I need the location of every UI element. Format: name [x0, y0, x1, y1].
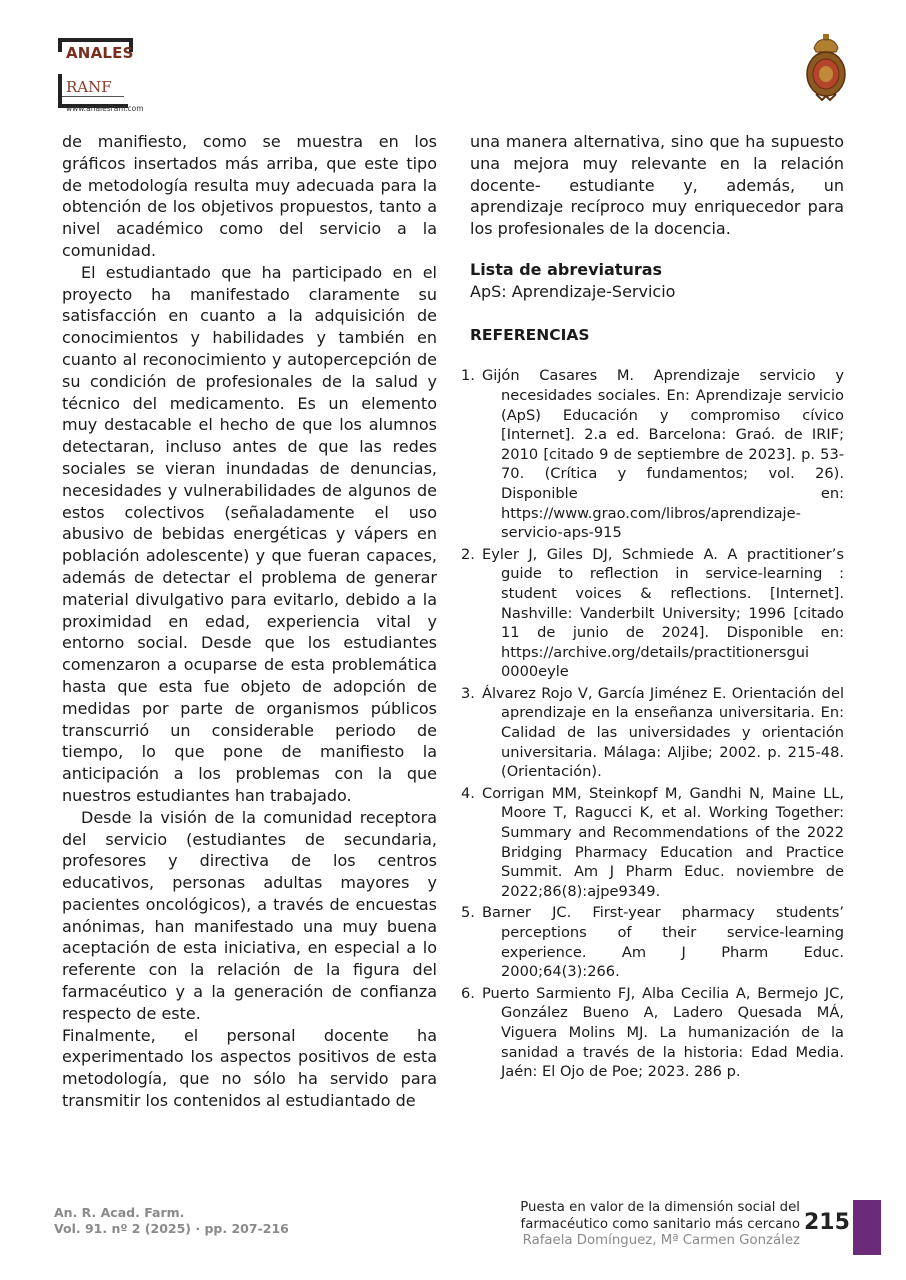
running-title — [500, 1200, 800, 1250]
logo-ranf-text: RANF — [66, 78, 112, 96]
reference-number: 1. — [461, 367, 475, 385]
paragraph: de manifiesto, como se muestra en los gráficos insertados más arriba, que este tipo de metodología resulta muy adecuada para la obtención de los objetivos propuestos, tanto a nivel académico como del servicio a la comunidad. — [62, 132, 437, 260]
reference-item — [461, 366, 844, 542]
running-title-line1: Puesta en valor de la dimensión social del — [520, 1200, 800, 1215]
right-column — [461, 131, 844, 1084]
reference-number: 6. — [461, 984, 475, 1002]
reference-item — [461, 903, 844, 981]
references-list — [461, 366, 844, 1081]
reference-item — [461, 984, 844, 1082]
reference-text: Barner JC. First-year pharmacy students’ perceptions of their service-learning experience. Am J Pharm Educ. 2000;64(3):266. — [482, 904, 844, 981]
reference-number: 3. — [461, 684, 475, 702]
running-authors: Rafaela Domínguez, Mª Carmen González — [522, 1233, 800, 1248]
references-heading: REFERENCIAS — [470, 325, 590, 344]
page-number: 215 — [804, 1210, 850, 1235]
page-accent-bar — [853, 1200, 881, 1255]
logo-anales-text: ANALES — [66, 44, 134, 62]
abbreviations-heading: Lista de abreviaturas — [470, 259, 663, 279]
paragraph: una manera alternativa, sino que ha supuesto una mejora muy relevante en la relación docente- estudiante y, además, un aprendizaje recíproco muy enriquecedor para los profesionales de la docencia. — [470, 132, 844, 239]
reference-item — [461, 545, 844, 682]
reference-text: Puerto Sarmiento FJ, Alba Cecilia A, Bermejo JC, González Bueno A, Ladero Quesada MÁ, Viguera Molins MJ. La humanización de la sanidad a través de la historia: Edad Media. Jaén: El Ojo de Poe; 2023. 286 p. — [482, 984, 844, 1081]
reference-number: 5. — [461, 904, 475, 922]
paragraph: Finalmente, el personal docente ha experimentado los aspectos positivos de esta metodología, que no sólo ha servido para transmitir los contenidos al estudiantado de — [62, 1025, 437, 1111]
reference-text: Corrigan MM, Steinkopf M, Gandhi N, Maine LL, Moore T, Ragucci K, et al. Working Together: Summary and Recommendations of the 2022 Bridging Pharmacy Education and Practice Summit. Am J Pharm Educ. noviembre de 2022;86(8):ajpe9349. — [482, 784, 844, 900]
left-column — [62, 131, 437, 1112]
logo-url: www.analesranf.com — [66, 104, 144, 113]
royal-academy-crest-icon — [802, 32, 850, 104]
abbreviation-item: ApS: Aprendizaje-Servicio — [470, 281, 676, 301]
reference-number: 4. — [461, 784, 475, 802]
journal-citation — [54, 1205, 289, 1237]
logo-rule — [62, 96, 124, 97]
reference-item — [461, 684, 844, 782]
reference-item — [461, 784, 844, 902]
reference-number: 2. — [461, 545, 475, 563]
journal-name: An. R. Acad. Farm. — [54, 1205, 185, 1220]
reference-text: Gijón Casares M. Aprendizaje servicio y necesidades sociales. En: Aprendizaje servicio (ApS) Educación y compromiso cívico [Internet]. 2.a ed. Barcelona: Graó. de IRIF; 2010 [citado 9 de septiembre de 2023]. p. 53-70. (Crítica y fundamentos; vol. 26). Disponible en: https://www.grao.com/libros/aprendizaje-servicio-aps-915 — [482, 367, 844, 542]
paragraph: El estudiantado que ha participado en el proyecto ha manifestado claramente su satisfacción en cuanto a la adquisición de conocimientos y habilidades y también en cuanto al reconocimiento y autopercepción de su condición de profesionales de la salud y técnico del medicamento. Es un elemento muy destacable el hecho de que los alumnos detectaran, incluso antes de que las redes sociales se vieran inundadas de denuncias, necesidades y vulnerabilidades de algunos de estos colectivos (señaladamente el uso abusivo de bebidas energéticas y vápers en población adolescente) y que fueran capaces, además de detectar el problema de generar material divulgativo para evitarlo, debido a la proximidad en edad, experiencia vital y entorno social. Desde que los estudiantes comenzaron a ocuparse de esta problemática hasta que esta fue objeto de adopción de medidas por parte de organismos públicos transcurrió un considerable periodo de tiempo, lo que pone de manifiesto la anticipación a los problemas con la que nuestros estudiantes han trabajado. — [62, 262, 437, 805]
paragraph: Desde la visión de la comunidad receptora del servicio (estudiantes de secundaria, profesores y directiva de los centros educativos, personas adultas mayores y pacientes oncológicos), a través de encuestas anónimas, han manifestado una muy buena aceptación de esta iniciativa, en especial a lo referente con la relación de la figura del farmacéutico y a la generación de confianza respecto de este. — [62, 807, 437, 1023]
running-title-line2: farmacéutico como sanitario más cercano — [520, 1216, 800, 1232]
journal-logo — [58, 38, 178, 118]
reference-text: Álvarez Rojo V, García Jiménez E. Orientación del aprendizaje en la enseñanza universitaria. En: Calidad de las universidades y orientación universitaria. Málaga: Aljibe; 2002. p. 215-48. (Orientación). — [482, 684, 844, 781]
reference-text: Eyler J, Giles DJ, Schmiede A. A practitioner’s guide to reflection in service-learning : student voices & reflections. [Internet]. Nashville: Vanderbilt University; 1996 [citado 11 de junio de 2024]. Disponible en: https://archive.org/details/practitionersgui 0000eyle — [482, 545, 844, 681]
journal-volume: Vol. 91. nº 2 (2025) · pp. 207-216 — [54, 1221, 289, 1236]
